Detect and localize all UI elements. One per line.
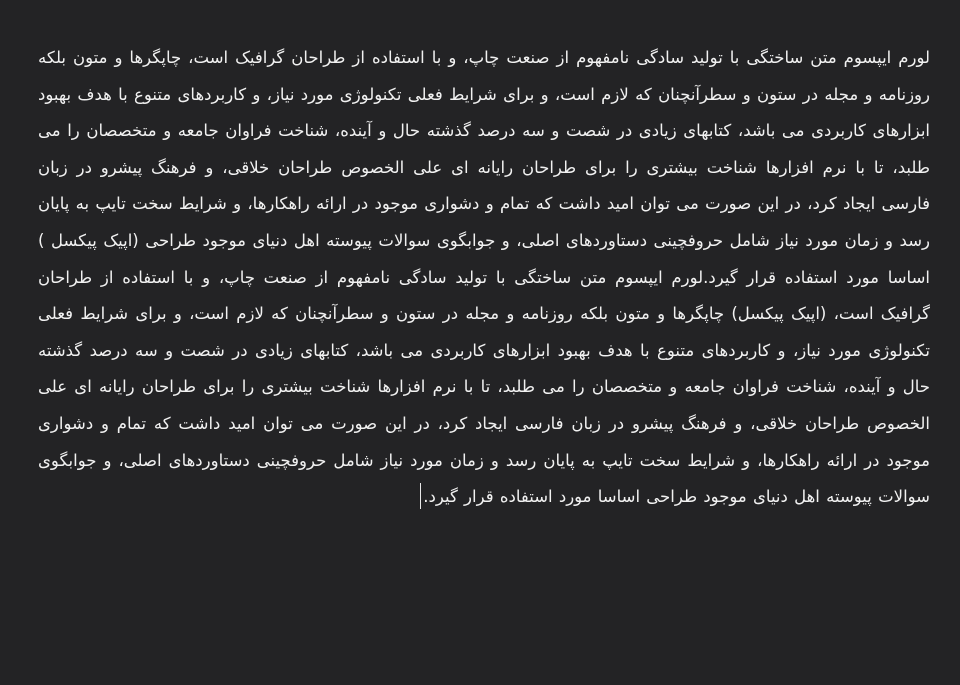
- body-text: لورم ایپسوم متن ساختگی با تولید سادگی نامفهوم از صنعت چاپ، و با استفاده از طراحان گرافیک است، چاپگرها و متون بلکه روزنامه و مجله در ستون و سطرآنچنان که لازم است، و برای شرایط فعلی تکنولوژی مورد نیاز، و کاربردهای متنوع با هدف بهبود ابزارهای کاربردی می باشد، کتابهای زیادی در شصت و سه درصد گذشته حال و آینده، شناخت فراوان جامعه و متخصصان را می طلبد، تا با نرم افزارها شناخت بیشتری را برای طراحان رایانه ای علی الخصوص طراحان خلاقی، و فرهنگ پیشرو در زبان فارسی ایجاد کرد، در این صورت می توان امید داشت که تمام و دشواری موجود در ارائه راهکارها، و شرایط سخت تایپ به پایان رسد و زمان مورد نیاز شامل حروفچینی دستاوردهای اصلی، و جوابگوی سوالات پیوسته اهل دنیای موجود طراحی (اپیک پیکسل ) اساسا مورد استفاده قرار گیرد.لورم ایپسوم متن ساختگی با تولید سادگی نامفهوم از صنعت چاپ، و با استفاده از طراحان گرافیک است، (اپیک پیکسل) چاپگرها و متون بلکه روزنامه و مجله در ستون و سطرآنچنان که لازم است، و برای شرایط فعلی تکنولوژی مورد نیاز، و کاربردهای متنوع با هدف بهبود ابزارهای کاربردی می باشد، کتابهای زیادی در شصت و سه درصد گذشته حال و آینده، شناخت فراوان جامعه و متخصصان را می طلبد، تا با نرم افزارها شناخت بیشتری را برای طراحان رایانه ای علی الخصوص طراحان خلاقی، و فرهنگ پیشرو در زبان فارسی ایجاد کرد، در این صورت می توان امید داشت که تمام و دشواری موجود در ارائه راهکارها، و شرایط سخت تایپ به پایان رسد و زمان مورد نیاز شامل حروفچینی دستاوردهای اصلی، و جوابگوی سوالات پیوسته اهل دنیای موجود طراحی اساسا مورد استفاده قرار گیرد.: [38, 48, 930, 507]
- text-cursor: [420, 483, 421, 509]
- editor-text-area[interactable]: [38, 40, 930, 516]
